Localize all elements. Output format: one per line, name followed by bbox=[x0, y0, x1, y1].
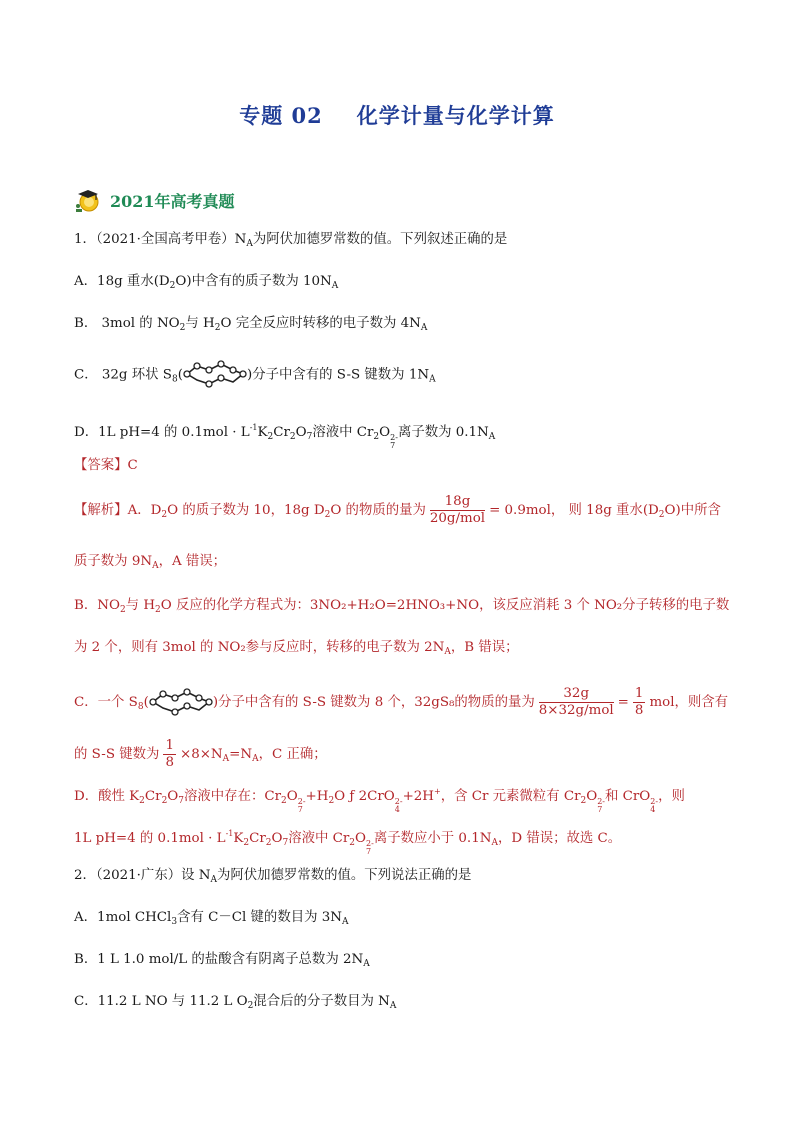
fraction-one-eighth: $\frac{1}{8}$ bbox=[634, 686, 644, 718]
q2-stem: 2．（2021·广东）设 $N_A$为阿伏加德罗常数的值。下列说法正确的是 bbox=[74, 868, 472, 885]
graduate-cap-icon bbox=[74, 186, 102, 214]
fraction-18g-20g: $\frac{18g}{\text{20g/mol}}$ bbox=[429, 494, 486, 526]
section-heading bbox=[74, 186, 235, 214]
s8-ring-icon bbox=[183, 360, 247, 390]
q1-analysis-d-line2: 1L pH=4 的 $0.1mol \cdot L^{-1}K_2Cr_2O_7$溶液中 $Cr_2O$ 2- 7 离子数应小于 $0.1N_A$，D 错误；故选 C。 bbox=[74, 829, 622, 856]
fraction-32g: $\frac{32g}{\text{8×32g/mol}}$ bbox=[538, 686, 614, 718]
q1-option-a: A．18g 重水$(D_2O)$中含有的质子数为 $10N_A$ bbox=[74, 274, 339, 291]
page-title bbox=[0, 100, 794, 130]
fraction-one-eighth-2: $\frac{1}{8}$ bbox=[165, 738, 174, 770]
q2-option-b: B．1 L 1.0 mol/L 的盐酸含有阴离子总数为 $2N_A$ bbox=[74, 952, 370, 969]
q1-analysis-c-line1: C．一个 $S_8$( )分子中含有的 S-S 键数为 8 个，32gS₈的物质的量为 $\frac{32g}{\text{8×32g/mol}}$ = $\frac{1}{8}$ mol，则含有 bbox=[74, 686, 729, 718]
q1-option-b: B． 3mol 的 $NO_2$与 $H_2O$ 完全反应时转移的电子数为 $4N_A$ bbox=[74, 316, 428, 333]
q1-answer: 【答案】C bbox=[74, 458, 138, 473]
q1-analysis-a-line2: 质子数为 $9N_A$，A 错误； bbox=[74, 554, 227, 571]
q2-option-c: C．11.2 L NO 与 11.2 L $O_2$混合后的分子数目为 $N_A$ bbox=[74, 994, 397, 1011]
s8-ring-icon bbox=[149, 688, 213, 718]
title-number: 专题 02 bbox=[239, 103, 323, 128]
q1-option-d: D．1L pH=4 的 $0.1mol \cdot L^{-1}K_2Cr_2O_7$溶液中 $Cr_2O$ 2- 7 离子数为 $0.1N_A$ bbox=[74, 423, 496, 450]
title-text: 化学计量与化学计算 bbox=[356, 103, 555, 128]
q1-stem: 1．（2021·全国高考甲卷）$N_A$为阿伏加德罗常数的值。下列叙述正确的是 bbox=[74, 232, 508, 249]
q1-analysis-c-line2: 的 S-S 键数为 $\frac{1}{8}$ $\times 8\times N_A=N_A$，C 正确； bbox=[74, 738, 327, 770]
q1-analysis-a-line1: 【解析】A．$D_2O$ 的质子数为 10，18g $D_2O$ 的物质的量为 $\frac{18g}{\text{20g/mol}}$ = 0.9mol， 则 18g 重水$(D_2O)$中所含 bbox=[74, 494, 721, 526]
q1-option-c: C． 32g 环状 $S_8$( )分子中含有的 S-S 键数为 $1N_A$ bbox=[74, 360, 436, 390]
q1-analysis-b-line1: B．$NO_2$与 $H_2O$ 反应的化学方程式为：3NO₂+H₂O=2HNO₃+NO，该反应消耗 3 个 NO₂分子转移的电子数 bbox=[74, 598, 730, 615]
q1-analysis-d-line1: D．酸性 $K_2Cr_2O_7$溶液中存在：$Cr_2O$ 2- 7 $+H_2O$ ƒ 2CrO 2- 4 +2H+，含 Cr 元素微粒有 $Cr_2O$ 2- 7 和 CrO 2- 4 ，则 bbox=[74, 787, 685, 814]
q1-analysis-b-line2: 为 2 个，则有 3mol 的 NO₂参与反应时，转移的电子数为 $2N_A$，B 错误； bbox=[74, 640, 519, 657]
section-title: 2021年高考真题 bbox=[110, 191, 235, 211]
q2-option-a: A．1mol CHCl$_3$含有 C－Cl 键的数目为 $3N_A$ bbox=[74, 910, 349, 927]
